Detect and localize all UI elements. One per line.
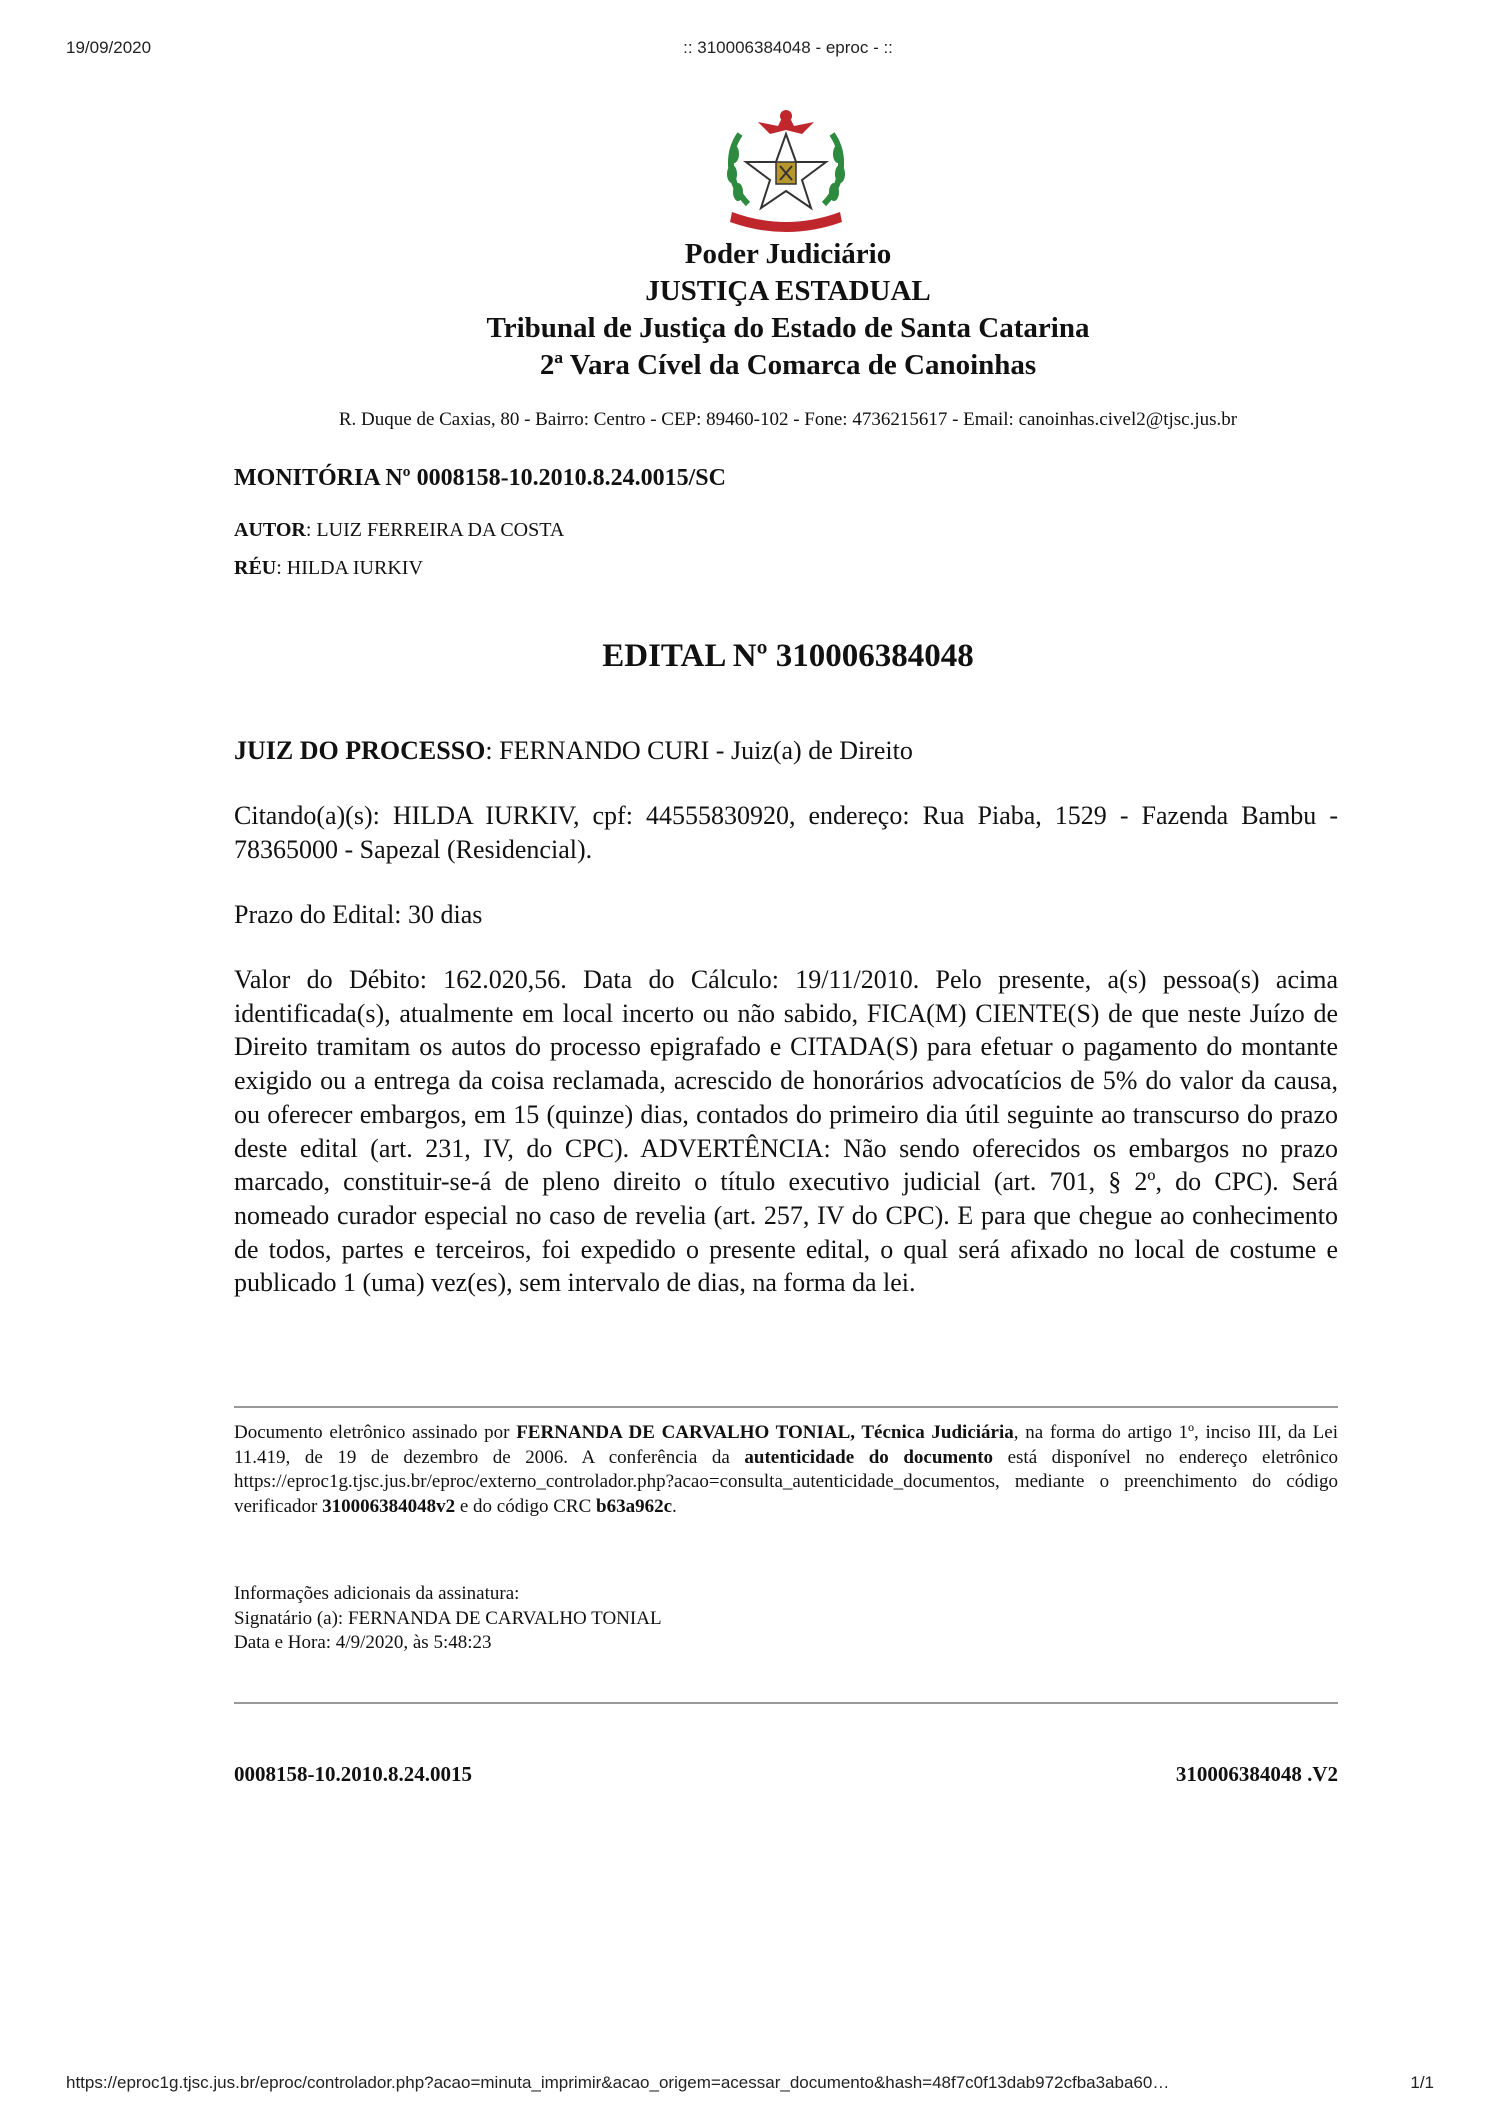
footer-process-id: 0008158-10.2010.8.24.0015 — [234, 1762, 472, 1786]
divider-top — [234, 1406, 1338, 1408]
coat-of-arms-icon — [718, 104, 854, 236]
additional-info-datetime: Data e Hora: 4/9/2020, às 5:48:23 — [234, 1632, 492, 1653]
print-footer — [0, 2073, 1500, 2097]
print-url: https://eproc1g.tjsc.jus.br/eproc/controlador.php?acao=minuta_imprimir&acao_origem=acessar_documento&hash=48f7c0f13dab972cfba3aba60… — [66, 2073, 1170, 2092]
print-page-number: 1/1 — [1410, 2073, 1434, 2092]
case-number: MONITÓRIA Nº 0008158-10.2010.8.24.0015/SC — [234, 465, 726, 491]
citando-paragraph: Citando(a)(s): HILDA IURKIV, cpf: 44555830920, endereço: Rua Piaba, 1529 - Fazenda Bambu - 78365000 - Sapezal (Residencial). — [234, 801, 1338, 864]
crc-code: b63a962c — [596, 1495, 673, 1517]
divider-bottom — [234, 1702, 1338, 1704]
authenticity-label: autenticidade do documento — [744, 1446, 994, 1468]
party-reu — [234, 557, 423, 580]
signature-text-2: , na forma do artigo 1º, inciso III, da Lei 11.419, de 19 de dezembro de 2006. A conferência da — [234, 1422, 1338, 1468]
footer-document-id: 310006384048 .V2 — [1175, 1762, 1338, 1786]
court-address: R. Duque de Caxias, 80 - Bairro: Centro - CEP: 89460-102 - Fone: 4736215617 - Email: canoinhas.civel2@tjsc.jus.br — [338, 409, 1238, 430]
court-header-line2: JUSTIÇA ESTADUAL — [645, 275, 931, 307]
autor-value: : LUIZ FERREIRA DA COSTA — [305, 519, 565, 541]
judge-line — [234, 734, 1338, 768]
additional-info-title: Informações adicionais da assinatura: — [234, 1583, 520, 1604]
autor-label: AUTOR — [234, 519, 306, 541]
reu-value: : HILDA IURKIV — [276, 557, 423, 579]
edital-title: EDITAL Nº 310006384048 — [602, 638, 974, 674]
print-header — [0, 38, 1500, 62]
party-autor — [234, 519, 564, 542]
prazo-paragraph: Prazo do Edital: 30 dias — [234, 900, 483, 929]
reu-label: RÉU — [234, 557, 277, 579]
court-header-line3: Tribunal de Justiça do Estado de Santa Catarina — [486, 312, 1090, 344]
main-paragraph: Valor do Débito: 162.020,56. Data do Cálculo: 19/11/2010. Pelo presente, a(s) pessoa(s) acima identificada(s), atualmente em local incerto ou não sabido, FICA(M) CIENTE(S) de que neste Juízo de Direito tramitam os autos do processo epigrafado e CITADA(S) para efetuar o pagamento do montante exigido ou a entrega da coisa reclamada, acrescido de honorários advocatícios de 5% do valor da causa, ou oferecer embargos, em 15 (quinze) dias, contados do primeiro dia útil seguinte ao transcurso do prazo deste edital (art. 231, IV, do CPC). ADVERTÊNCIA: Não sendo oferecidos os embargos no prazo marcado, constituir-se-á de pleno direito o título executivo judicial (art. 701, § 2º, do CPC). Será nomeado curador especial no caso de revelia (art. 257, IV do CPC). E para que chegue ao conhecimento de todos, partes e terceiros, foi expedido o presente edital, o qual será afixado no local de costume e publicado 1 (uma) vez(es), sem intervalo de dias, na forma da lei. — [234, 965, 1338, 1298]
judge-label: JUIZ DO PROCESSO — [234, 736, 486, 765]
judge-value: : FERNANDO CURI - Juiz(a) de Direito — [485, 736, 913, 765]
signature-paragraph — [234, 1421, 1338, 1519]
verifier-code: 310006384048v2 — [322, 1495, 456, 1517]
additional-info-signer: Signatário (a): FERNANDA DE CARVALHO TONIAL — [234, 1607, 662, 1629]
court-header-line4: 2ª Vara Cível da Comarca de Canoinhas — [539, 349, 1037, 381]
signer-role: FERNANDA DE CARVALHO TONIAL, Técnica Judiciária — [516, 1422, 1014, 1443]
signature-text-4: e do código CRC — [455, 1495, 597, 1517]
print-date: 19/09/2020 — [66, 38, 152, 57]
signature-text-1: Documento eletrônico assinado por — [234, 1422, 517, 1443]
additional-info — [234, 1582, 1338, 1656]
signature-text-5: . — [672, 1495, 677, 1517]
signature-text-3: está disponível no endereço eletrônico https://eproc1g.tjsc.jus.br/eproc/externo_controlador.php?acao=consulta_autenticidade_documentos, mediante o preenchimento do código verificador — [234, 1446, 1339, 1517]
court-header — [0, 236, 1500, 384]
print-title: :: 310006384048 - eproc - :: — [683, 38, 893, 57]
court-header-line1: Poder Judiciário — [684, 238, 892, 270]
